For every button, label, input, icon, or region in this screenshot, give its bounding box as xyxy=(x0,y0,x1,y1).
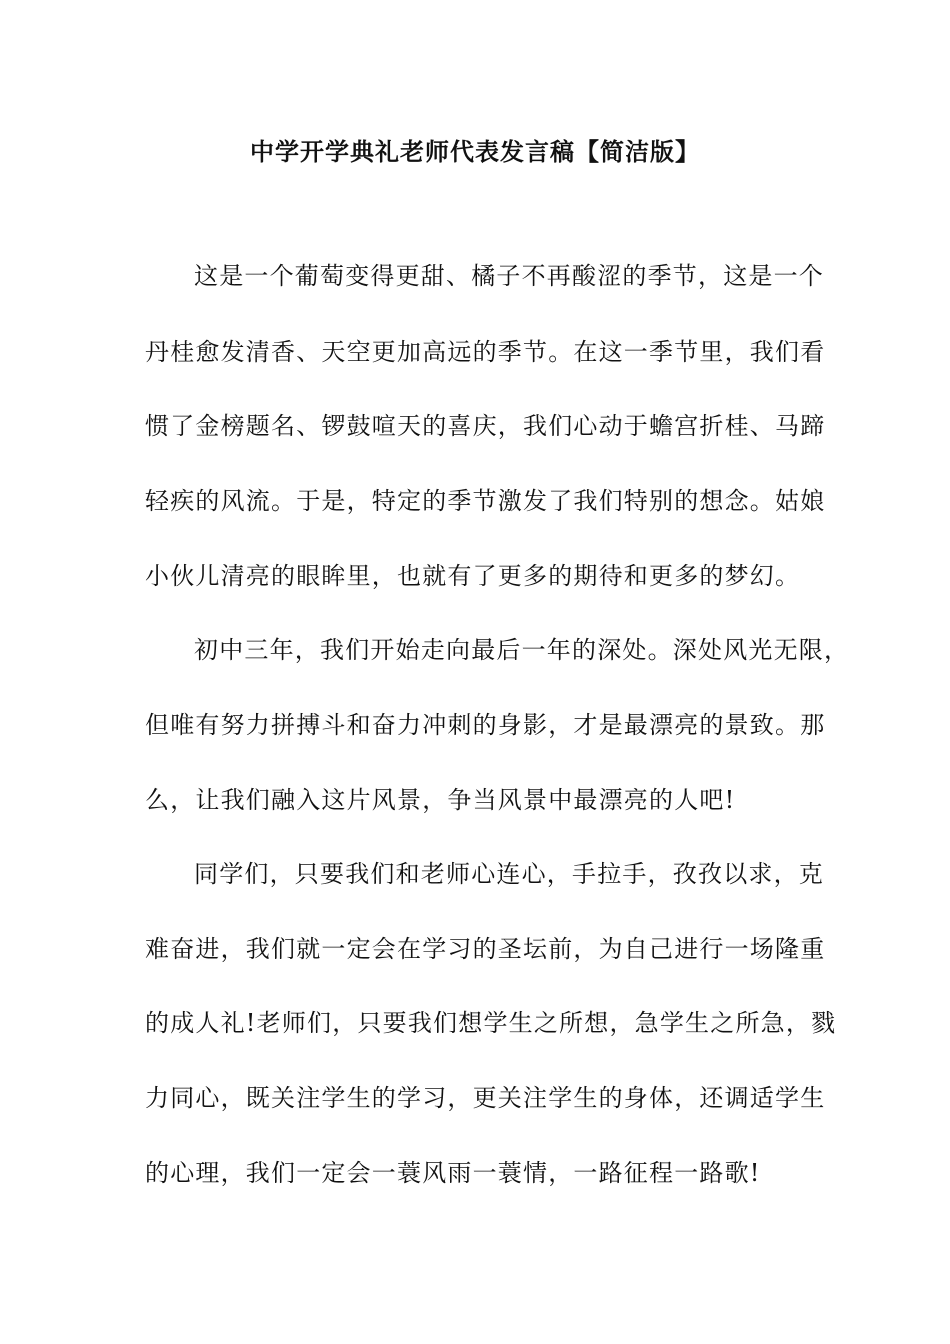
paragraph-3-line-5: 的心理，我们一定会一蓑风雨一蓑情，一路征程一路歌! xyxy=(145,1159,761,1187)
paragraph-3-line-1: 同学们，只要我们和老师心连心，手拉手，孜孜以求，克 xyxy=(194,860,824,888)
paragraph-3-line-3: 的成人礼!老师们，只要我们想学生之所想，急学生之所急，戮 xyxy=(145,1009,837,1037)
document-title: 中学开学典礼老师代表发言稿【简洁版】 xyxy=(250,137,700,166)
paragraph-1-line-2: 丹桂愈发清香、天空更加高远的季节。在这一季节里，我们看 xyxy=(145,338,826,366)
paragraph-1-line-1: 这是一个葡萄变得更甜、橘子不再酸涩的季节，这是一个 xyxy=(194,262,824,290)
paragraph-1-line-4: 轻疾的风流。于是，特定的季节激发了我们特别的想念。姑娘 xyxy=(145,487,826,515)
paragraph-2-line-3: 么，让我们融入这片风景，争当风景中最漂亮的人吧! xyxy=(145,786,736,814)
paragraph-3-line-4: 力同心，既关注学生的学习，更关注学生的身体，还调适学生 xyxy=(145,1084,826,1112)
paragraph-3-line-2: 难奋进，我们就一定会在学习的圣坛前，为自己进行一场隆重 xyxy=(145,935,826,963)
paragraph-1-line-3: 惯了金榜题名、锣鼓喧天的喜庆，我们心动于蟾宫折桂、马蹄 xyxy=(145,412,826,440)
paragraph-2-line-1: 初中三年，我们开始走向最后一年的深处。深处风光无限， xyxy=(194,636,850,664)
paragraph-2-line-2: 但唯有努力拼搏斗和奋力冲刺的身影，才是最漂亮的景致。那 xyxy=(145,711,826,739)
paragraph-1-line-5: 小伙儿清亮的眼眸里，也就有了更多的期待和更多的梦幻。 xyxy=(145,562,801,590)
